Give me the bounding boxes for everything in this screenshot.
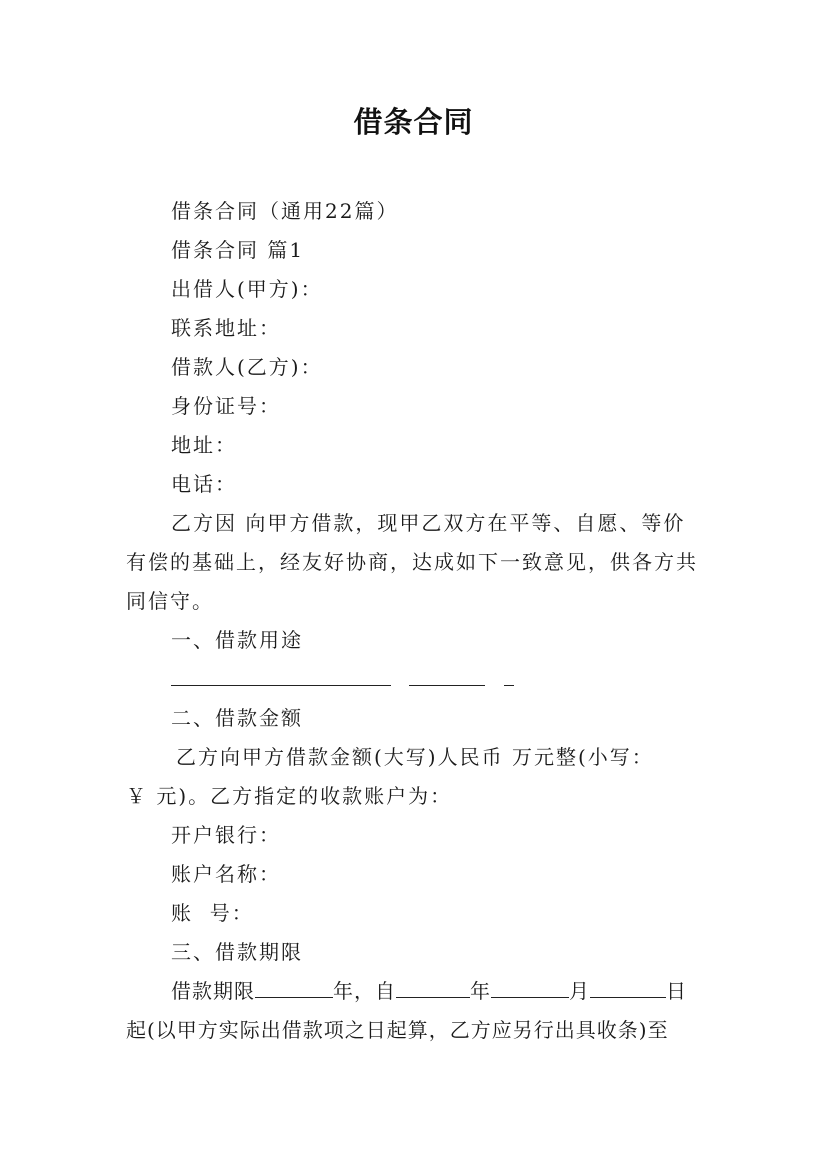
intro-line-1: 乙方因 向甲方借款，现甲乙双方在平等、自愿、等价 [171, 511, 686, 535]
term-line-1 [171, 979, 687, 1003]
document-subtitle: 借条合同（通用22篇） [171, 199, 399, 223]
field-lender: 出借人(甲方)： [171, 277, 323, 301]
field-account-number: 账 号： [171, 901, 254, 925]
field-account-name: 账户名称： [171, 862, 281, 886]
field-phone: 电话： [171, 472, 237, 496]
term-year-label: 年，自 [333, 979, 396, 1003]
blank-rule [396, 979, 470, 998]
field-address: 地址： [171, 433, 237, 457]
start-year-label: 年 [470, 979, 491, 1003]
blank-rule [590, 979, 666, 998]
field-bank: 开户银行： [171, 823, 281, 847]
start-month-label: 月 [569, 979, 590, 1003]
blank-rule [409, 667, 485, 686]
start-day-label: 日 [666, 979, 687, 1003]
blank-rule [171, 667, 391, 686]
article-2-heading: 二、借款金额 [171, 706, 303, 730]
blank-rule [504, 667, 514, 686]
blank-rule [491, 979, 569, 998]
section-heading: 借条合同 篇1 [171, 238, 305, 262]
amount-line-2: ￥ 元)。乙方指定的收款账户为： [126, 784, 453, 808]
amount-line-1: 乙方向甲方借款金额(大写)人民币 万元整(小写： [176, 745, 654, 769]
term-label: 借款期限 [171, 979, 255, 1003]
article-1-heading: 一、借款用途 [171, 628, 303, 652]
intro-line-3: 同信守。 [126, 589, 214, 613]
intro-line-2: 有偿的基础上，经友好协商，达成如下一致意见，供各方共 [126, 550, 698, 574]
field-id-number: 身份证号： [171, 394, 281, 418]
blank-rule [255, 979, 333, 998]
term-line-2: 起(以甲方实际出借款项之日起算，乙方应另行出具收条)至 [126, 1018, 669, 1042]
field-borrower: 借款人(乙方)： [171, 355, 323, 379]
article-3-heading: 三、借款期限 [171, 940, 303, 964]
purpose-blank-line [171, 667, 514, 691]
document-title: 借条合同 [353, 105, 474, 139]
field-contact-address: 联系地址： [171, 316, 281, 340]
